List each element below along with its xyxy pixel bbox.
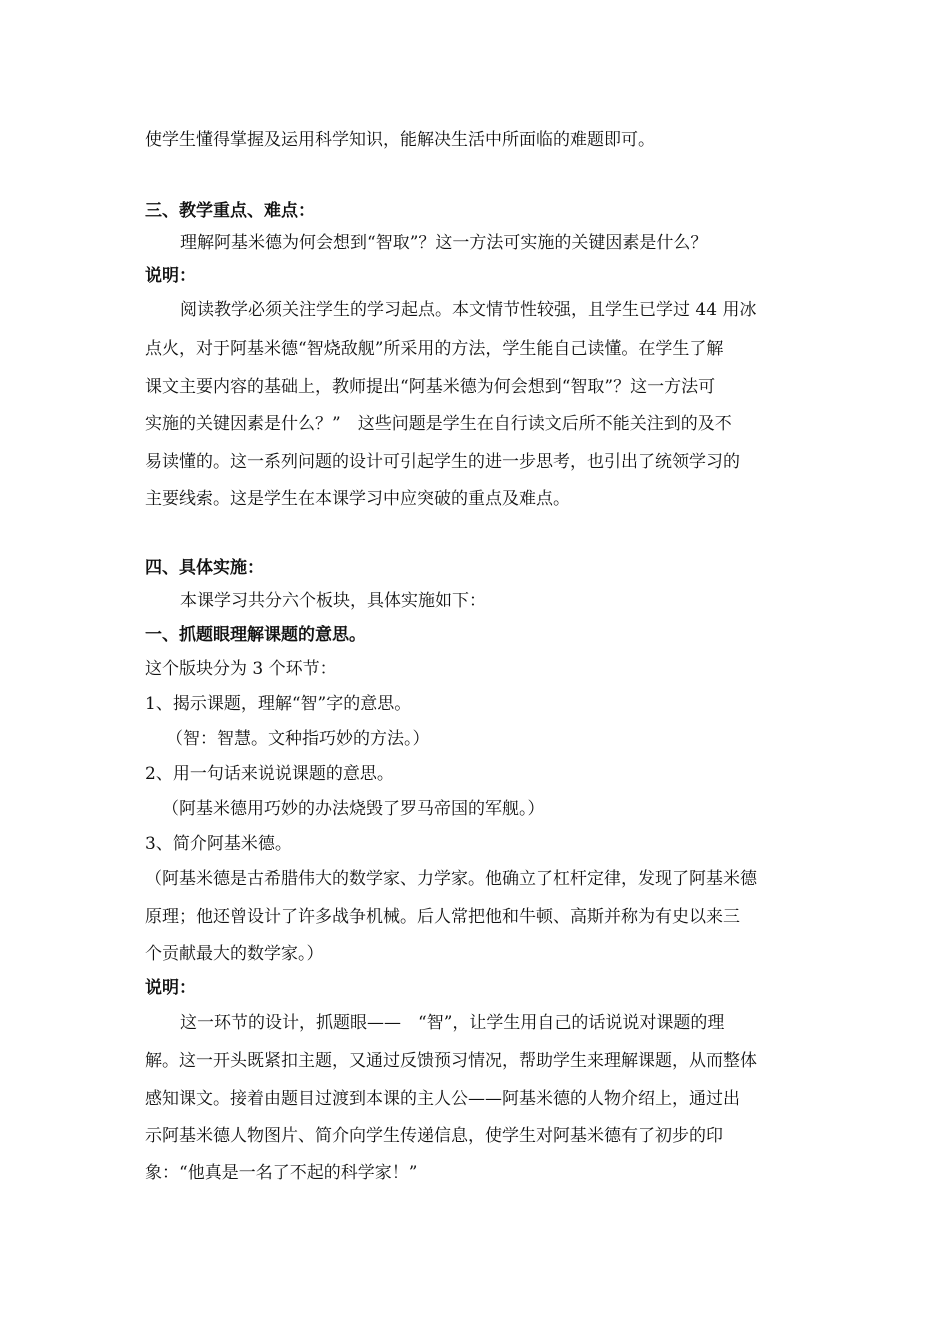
paragraph-line: 课文主要内容的基础上，教师提出“阿基米德为何会想到“智取”？这一方法可	[145, 377, 716, 397]
section-heading-3: 三、教学重点、难点：	[145, 201, 315, 221]
list-item-note: （阿基米德用巧妙的办法烧毁了罗马帝国的军舰。）	[162, 799, 545, 819]
subsection-heading: 一、抓题眼理解课题的意思。	[145, 625, 366, 645]
paragraph-line: 感知课文。接着由题目过渡到本课的主人公——阿基米德的人物介绍上，通过出	[145, 1089, 740, 1109]
list-item-note: （智：智慧。文种指巧妙的方法。）	[166, 729, 430, 749]
paragraph-line: 解。这一开头既紧扣主题，又通过反馈预习情况，帮助学生来理解课题，从而整体	[145, 1051, 757, 1071]
paragraph-line: 易读懂的。这一系列问题的设计可引起学生的进一步思考，也引出了统领学习的	[145, 452, 740, 472]
paragraph-line: 阅读教学必须关注学生的学习起点。本文情节性较强，且学生已学过 44 用冰	[180, 300, 757, 320]
paragraph-line: 这个版块分为 3 个环节：	[145, 659, 337, 679]
paragraph-line: 这一环节的设计，抓题眼—— “智”，让学生用自己的话说说对课题的理	[180, 1013, 725, 1033]
list-item: 1、揭示课题，理解“智”字的意思。	[145, 694, 412, 714]
note-label: 说明：	[145, 266, 196, 286]
paragraph-line: 主要线索。这是学生在本课学习中应突破的重点及难点。	[145, 489, 570, 509]
paragraph-line: 点火，对于阿基米德“智烧敌舰”所采用的方法，学生能自己读懂。在学生了解	[145, 339, 724, 359]
list-item: 2、用一句话来说说课题的意思。	[145, 764, 394, 784]
paragraph-line: 本课学习共分六个板块，具体实施如下：	[180, 591, 486, 611]
paragraph-line: （阿基米德是古希腊伟大的数学家、力学家。他确立了杠杆定律，发现了阿基米德	[145, 869, 757, 889]
paragraph-line: 使学生懂得掌握及运用科学知识，能解决生活中所面临的难题即可。	[145, 130, 655, 150]
note-label: 说明：	[145, 978, 196, 998]
paragraph-line: 象：“他真是一名了不起的科学家！”	[145, 1163, 418, 1183]
section-heading-4: 四、具体实施：	[145, 558, 264, 578]
paragraph-line: 实施的关键因素是什么？” 这些问题是学生在自行读文后所不能关注到的及不	[145, 414, 732, 434]
paragraph-line: 理解阿基米德为何会想到“智取”？这一方法可实施的关键因素是什么？	[180, 233, 708, 253]
paragraph-line: 示阿基米德人物图片、简介向学生传递信息，使学生对阿基米德有了初步的印	[145, 1126, 723, 1146]
paragraph-line: 原理；他还曾设计了许多战争机械。后人常把他和牛顿、高斯并称为有史以来三	[145, 907, 740, 927]
list-item: 3、简介阿基米德。	[145, 834, 292, 854]
paragraph-line: 个贡献最大的数学家。）	[145, 944, 324, 964]
